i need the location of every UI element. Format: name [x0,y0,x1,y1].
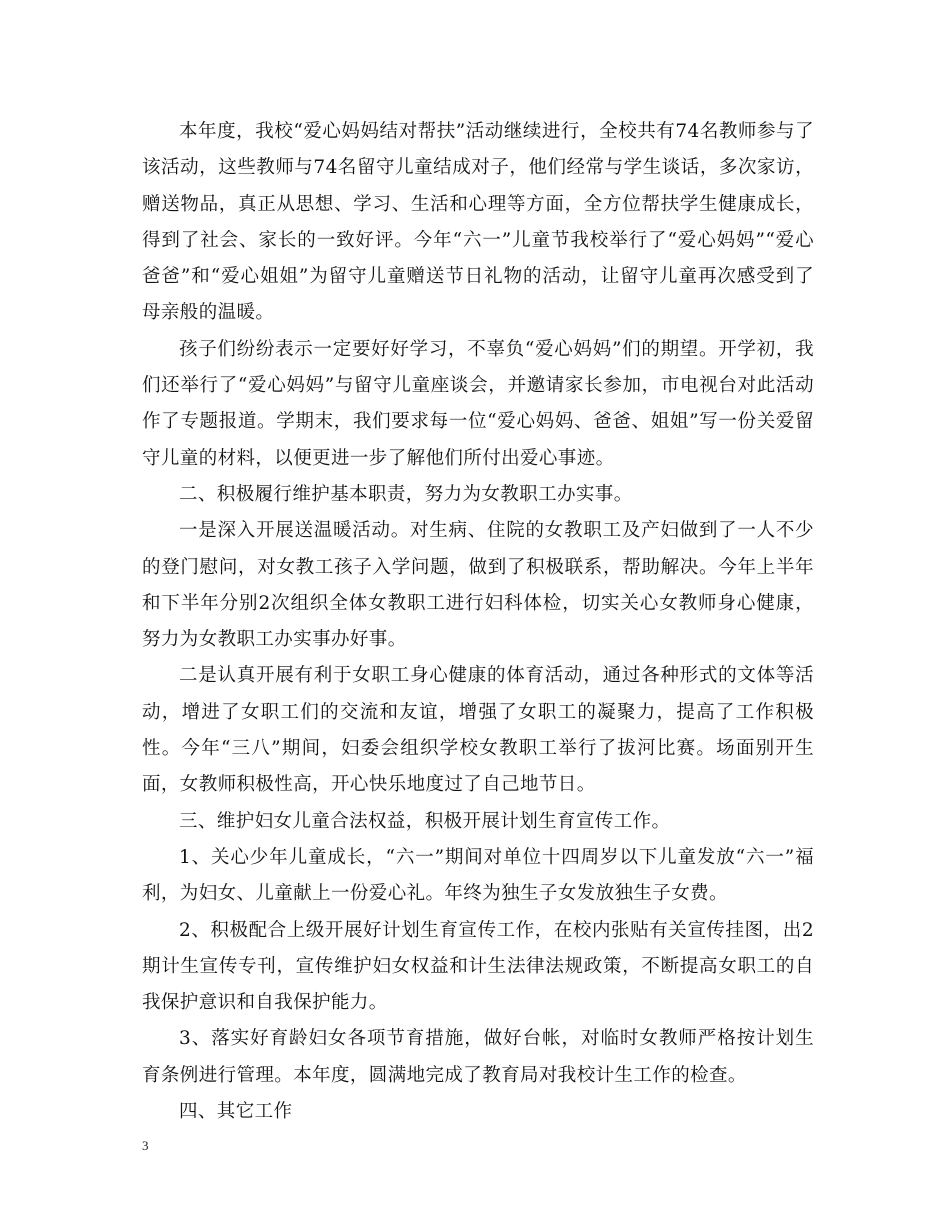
paragraph-children-response: 孩子们纷纷表示一定要好好学习，不辜负“爱心妈妈”们的期望。开学初，我们还举行了“爱心妈妈”与留守儿童座谈会，并邀请家长参加，市电视台对此活动作了专题报道。学期末，我们要求每一位“爱心妈妈、爸爸、姐姐”写一份关爱留守儿童的材料，以便更进一步了解他们所付出爱心事迹。 [142,338,814,469]
page-number: 3 [142,1138,149,1153]
paragraph-love-mother-program: 本年度，我校“爱心妈妈结对帮扶”活动继续进行，全校共有74名教师参与了该活动，这些教师与74名留守儿童结成对子，他们经常与学生谈话，多次家访，赠送物品，真正从思想、学习、生活和心理等方面，全方位帮扶学生健康成长，得到了社会、家长的一致好评。今年“六一”儿童节我校举行了“爱心妈妈”“爱心爸爸”和“爱心姐姐”为留守儿童赠送节日礼物的活动，让留守儿童再次感受到了母亲般的温暖。 [142,121,814,324]
paragraph-sports-activities: 二是认真开展有利于女职工身心健康的体育活动，通过各种形式的文体等活动，增进了女职工们的交流和友谊，增强了女职工的凝聚力，提高了工作积极性。今年“三八”期间，妇委会组织学校女教职工举行了拔河比赛。场面别开生面，女教师积极性高，开心快乐地度过了自己地节日。 [142,665,814,796]
section-heading-4: 四、其它工作 [179,1101,293,1123]
paragraph-warmth-activities: 一是深入开展送温暖活动。对生病、住院的女教职工及产妇做到了一人不少的登门慰问，对女教工孩子入学问题，做到了积极联系，帮助解决。今年上半年和下半年分别2次组织全体女教职工进行妇科体检，切实关心女教师身心健康，努力为女教职工办实事办好事。 [142,520,814,651]
section-heading-2: 二、积极履行维护基本职责，努力为女教职工办实事。 [179,483,633,505]
list-item-1: 1、关心少年儿童成长，“六一”期间对单位十四周岁以下儿童发放“六一”福利，为妇女、儿童献上一份爱心礼。年终为独生子女发放独生子女费。 [142,846,814,905]
list-item-2: 2、积极配合上级开展好计划生育宣传工作，在校内张贴有关宣传挂图，出2期计生宣传专刊，宣传维护妇女权益和计生法律法规政策，不断提高女职工的自我保护意识和自我保护能力。 [142,919,814,1014]
list-item-3: 3、落实好育龄妇女各项节育措施，做好台帐，对临时女教师严格按计划生育条例进行管理。本年度，圆满地完成了教育局对我校计生工作的检查。 [142,1028,814,1086]
document-body [142,114,814,1130]
section-heading-3: 三、维护妇女儿童合法权益，积极开展计划生育宣传工作。 [179,810,671,832]
